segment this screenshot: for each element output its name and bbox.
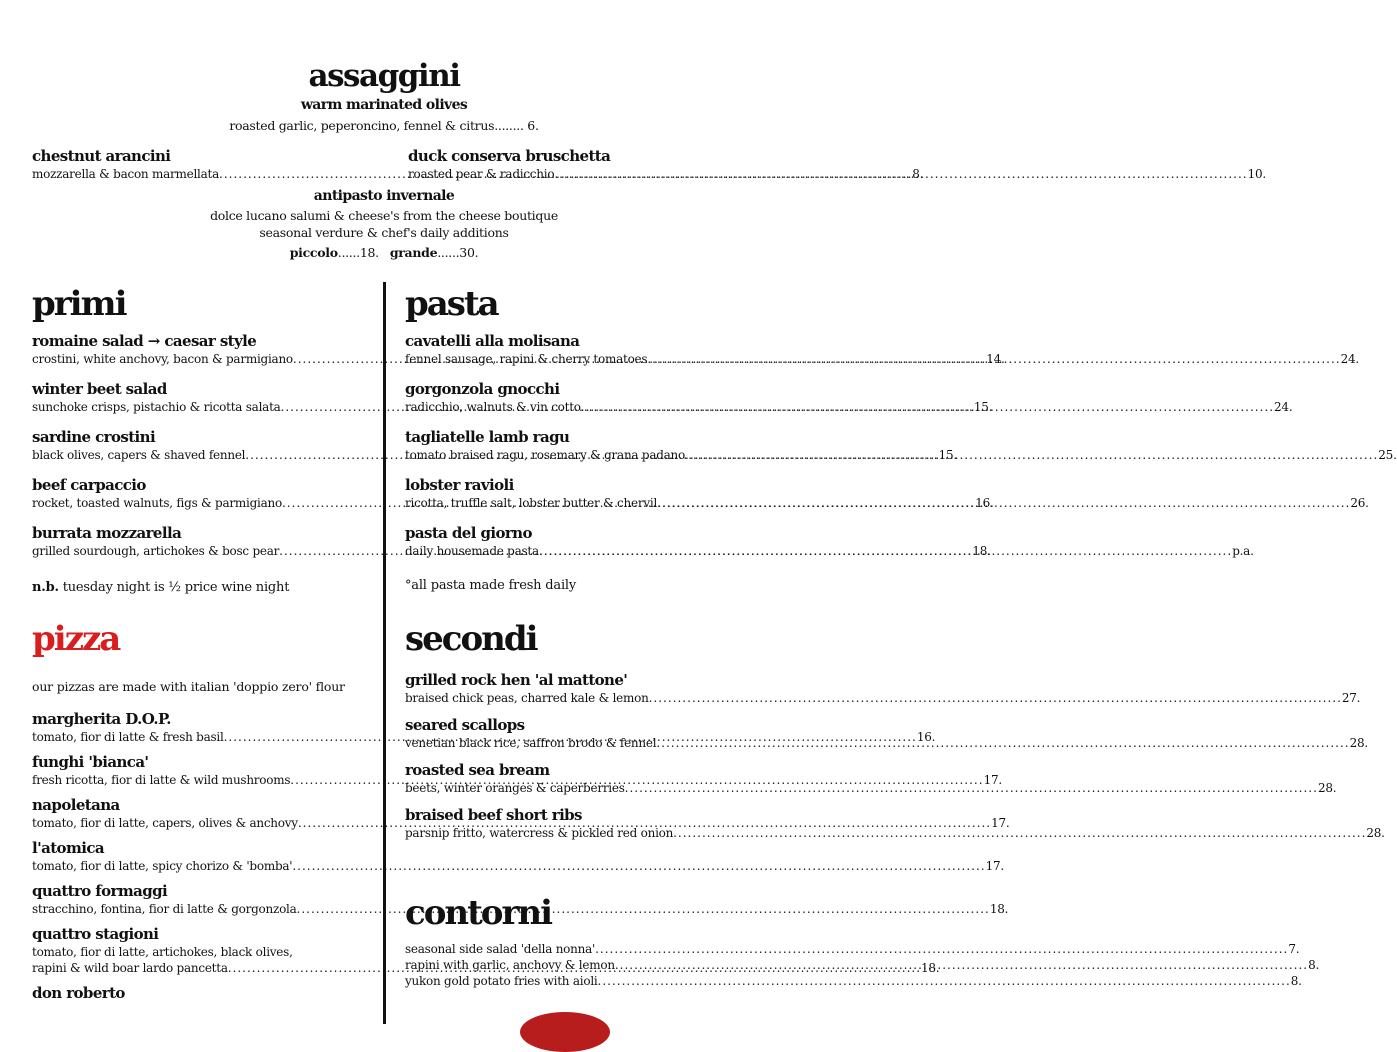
item-name: pasta del giorno xyxy=(405,524,532,542)
arancini-desc: mozzarella & bacon marmellata xyxy=(32,167,220,181)
pizza-title: pizza xyxy=(32,619,120,659)
olives-desc: roasted garlic, peperoncino, fennel & citrus xyxy=(229,118,495,133)
item-price: p.a. xyxy=(1232,544,1254,558)
arancini-name: chestnut arancini xyxy=(32,147,171,165)
item-price: 28. xyxy=(1366,826,1385,840)
antipasto-line2: seasonal verdure & chef's daily additions xyxy=(259,225,509,240)
olives-name: warm marinated olives xyxy=(300,97,468,113)
note-text: tuesday night is ½ price wine night xyxy=(62,580,290,595)
pasta-note: °all pasta made fresh daily xyxy=(405,578,577,593)
menu-item xyxy=(32,984,378,1003)
antipasto-name: antipasto invernale xyxy=(313,188,455,204)
item-name: quattro formaggi xyxy=(32,882,168,900)
item-desc: crostini, white anchovy, bacon & parmigiano xyxy=(32,352,293,366)
item-name: l'atomica xyxy=(32,839,104,857)
item-desc: fennel sausage, rapini & cherry tomatoes xyxy=(405,352,648,366)
menu-item xyxy=(405,671,1361,706)
item-name: cavatelli alla molisana xyxy=(405,332,580,350)
item-desc: ricotta, truffle salt, lobster butter & chervil xyxy=(405,496,658,510)
item-desc-line1: tomato, fior di latte, artichokes, black olives, xyxy=(32,945,293,959)
item-price: 17. xyxy=(985,859,1004,873)
item-name: burrata mozzarella xyxy=(32,524,182,542)
item-name: tagliatelle lamb ragu xyxy=(405,428,570,446)
bruschetta-item xyxy=(408,147,1266,182)
item-name: braised beef short ribs xyxy=(405,806,582,824)
item-price: 27. xyxy=(1341,691,1361,705)
item-name: winter beet salad xyxy=(32,380,167,398)
item-price: 18. xyxy=(972,544,991,558)
item-desc: yukon gold potato fries with aioli xyxy=(405,974,598,988)
item-desc: stracchino, fontina, fior di latte & gorgonzola xyxy=(32,902,297,916)
item-name: gorgonzola gnocchi xyxy=(405,380,560,398)
grande-label: grande xyxy=(389,245,438,260)
side-item xyxy=(405,973,1302,989)
item-name: romaine salad → caesar style xyxy=(32,332,257,350)
olives-line: roasted garlic, peperoncino, fennel & citrus........ 6. xyxy=(229,118,539,133)
wine-night-note xyxy=(32,580,289,595)
item-desc: braised chick peas, charred kale & lemon xyxy=(405,691,649,705)
grande-price: 30. xyxy=(459,245,479,260)
side-item xyxy=(405,941,1300,957)
item-desc: rapini & wild boar lardo pancetta xyxy=(32,961,228,975)
piccolo-label: piccolo xyxy=(289,245,338,260)
bruschetta-price: 10. xyxy=(1247,167,1266,181)
item-desc: rapini with garlic, anchovy & lemon xyxy=(405,958,615,972)
item-price: 16. xyxy=(916,730,936,744)
item-price: 14. xyxy=(986,352,1005,366)
contorni-title: contorni xyxy=(405,893,552,933)
item-desc: sunchoke crisps, pistachio & ricotta salata xyxy=(32,400,281,414)
piccolo-price: 18. xyxy=(359,245,379,260)
primi-title: primi xyxy=(32,284,126,324)
item-desc: rocket, toasted walnuts, figs & parmigiano xyxy=(32,496,282,510)
note-label: n.b. xyxy=(32,580,59,595)
item-price: 15. xyxy=(973,400,993,414)
item-price: 24. xyxy=(1340,352,1359,366)
item-price: 28. xyxy=(1317,781,1337,795)
assaggini-title: assaggini xyxy=(308,58,460,94)
bruschetta-name: duck conserva bruschetta xyxy=(408,147,611,165)
item-name: roasted sea bream xyxy=(405,761,550,779)
item-price: 15. xyxy=(938,448,957,462)
item-desc: beets, winter oranges & caperberries xyxy=(405,781,625,795)
red-plate-graphic xyxy=(520,1012,610,1052)
item-price: 25. xyxy=(1378,448,1397,462)
item-desc: seasonal side salad 'della nonna' xyxy=(405,942,596,956)
item-desc: tomato, fior di latte, spicy chorizo & 'bomba' xyxy=(32,859,293,873)
item-price: 17. xyxy=(991,816,1010,830)
item-desc: black olives, capers & shaved fennel xyxy=(32,448,246,462)
item-price: 24. xyxy=(1274,400,1293,414)
antipasto-line1: dolce lucano salumi & cheese's from the cheese boutique xyxy=(210,208,558,223)
item-price: 17. xyxy=(983,773,1002,787)
item-price: 26. xyxy=(1350,496,1369,510)
pizza-intro: our pizzas are made with italian 'doppio zero' flour xyxy=(32,679,345,694)
item-price: 28. xyxy=(1349,736,1368,750)
item-desc: daily housemade pasta xyxy=(405,544,539,558)
item-desc: tomato, fior di latte, capers, olives & anchovy xyxy=(32,816,298,830)
item-desc: grilled sourdough, artichokes & bosc pear xyxy=(32,544,280,558)
item-desc: venetian black rice, saffron brodo & fennel xyxy=(405,736,657,750)
item-desc: tomato braised ragu, rosemary & grana padano xyxy=(405,448,686,462)
menu-item xyxy=(32,839,1004,874)
item-name: napoletana xyxy=(32,796,120,814)
item-price: 18. xyxy=(921,961,940,975)
item-desc: radicchio, walnuts & vin cotto xyxy=(405,400,581,414)
olives-price: 6. xyxy=(527,118,539,133)
item-price: 8. xyxy=(1308,958,1320,972)
item-name: beef carpaccio xyxy=(32,476,146,494)
item-desc: tomato, fior di latte & fresh basil xyxy=(32,730,224,744)
item-price: 16. xyxy=(975,496,994,510)
item-name: funghi 'bianca' xyxy=(32,753,149,771)
item-name: grilled rock hen 'al mattone' xyxy=(405,671,628,689)
bruschetta-desc: roasted pear & radicchio xyxy=(408,167,555,181)
item-price: 18. xyxy=(989,902,1009,916)
item-desc: fresh ricotta, fior di latte & wild mushrooms xyxy=(32,773,291,787)
secondi-title: secondi xyxy=(405,619,537,659)
item-name: margherita D.O.P. xyxy=(32,710,171,728)
item-desc: parsnip fritto, watercress & pickled red onion xyxy=(405,826,674,840)
item-name: quattro stagioni xyxy=(32,925,159,943)
arancini-price: 8. xyxy=(912,167,924,181)
pasta-title: pasta xyxy=(405,284,498,324)
item-price: 8. xyxy=(1290,974,1302,988)
item-name: sardine crostini xyxy=(32,428,156,446)
antipasto-sizes: piccolo......18. grande......30. xyxy=(289,245,479,260)
item-name: seared scallops xyxy=(405,716,525,734)
item-name: don roberto xyxy=(32,984,125,1002)
item-price: 7. xyxy=(1288,942,1300,956)
item-name: lobster ravioli xyxy=(405,476,514,494)
